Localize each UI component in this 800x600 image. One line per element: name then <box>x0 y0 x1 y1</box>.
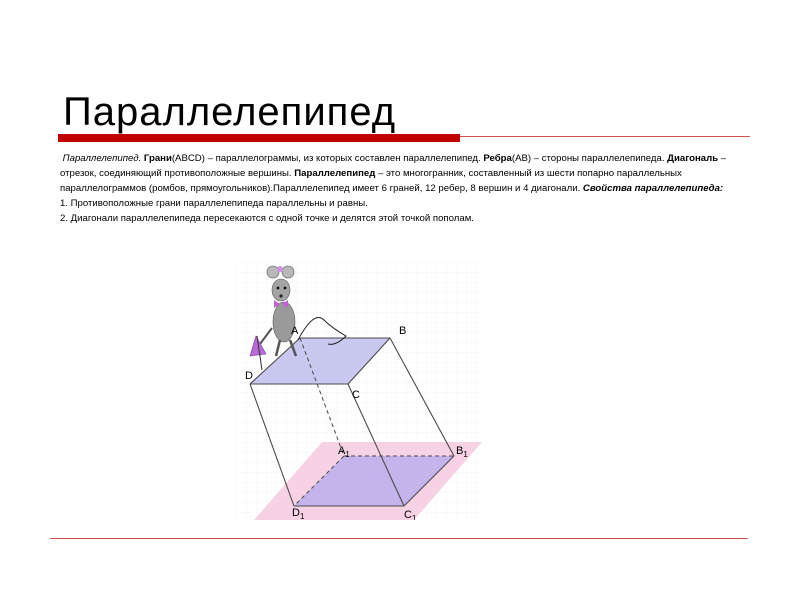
term-parallelepiped: Параллелепипед <box>62 153 139 164</box>
property-item-1: 1. Противоположные грани параллелепипеда параллельны и равны. <box>60 198 368 209</box>
label-B1: $B_1$ <box>456 445 468 459</box>
term-parallelepiped-bold: Параллелепипед <box>294 168 376 179</box>
parallelepiped-diagram <box>236 262 482 520</box>
term-properties: Свойства параллелепипеда: <box>582 183 724 194</box>
definition-text <box>60 151 750 226</box>
term-edges: Ребра <box>483 153 512 164</box>
footer-rule <box>50 538 748 539</box>
term-faces: Грани <box>143 153 172 164</box>
term-diagonal: Диагональ <box>667 153 719 164</box>
label-D: D <box>245 370 253 382</box>
label-A: A <box>291 325 299 337</box>
property-item-2: 2. Диагонали параллелепипеда пересекаются с одной точке и делятся этой точкой пополам. <box>60 213 474 224</box>
definition-paragraph: Параллелепипед. Грани(ABCD) – параллелограммы, из которых составлен параллелепипед. Ребра(AB) – стороны параллелепипеда. Диагональ – отрезок, соединяющий противоположные вершины. Параллелепипед – это многогранник, составленный из шести попарно параллельных параллелограммов (ромбов, прямоугольников).Параллелепипед имеет 6 граней, 12 ребер, 8 вершин и 4 диагонали. Свойства параллелепипеда: <box>60 153 727 194</box>
label-C1: $C_1$ <box>404 509 417 520</box>
label-A1: $A_1$ <box>338 445 350 459</box>
title-underline-bar <box>58 134 460 142</box>
parallelepiped-figure <box>236 262 482 520</box>
label-B: B <box>399 325 407 337</box>
title-rule <box>460 136 750 137</box>
label-D1: $D_1$ <box>292 507 305 520</box>
label-C: C <box>352 389 360 401</box>
slide-title: Параллелепипед <box>63 90 397 134</box>
